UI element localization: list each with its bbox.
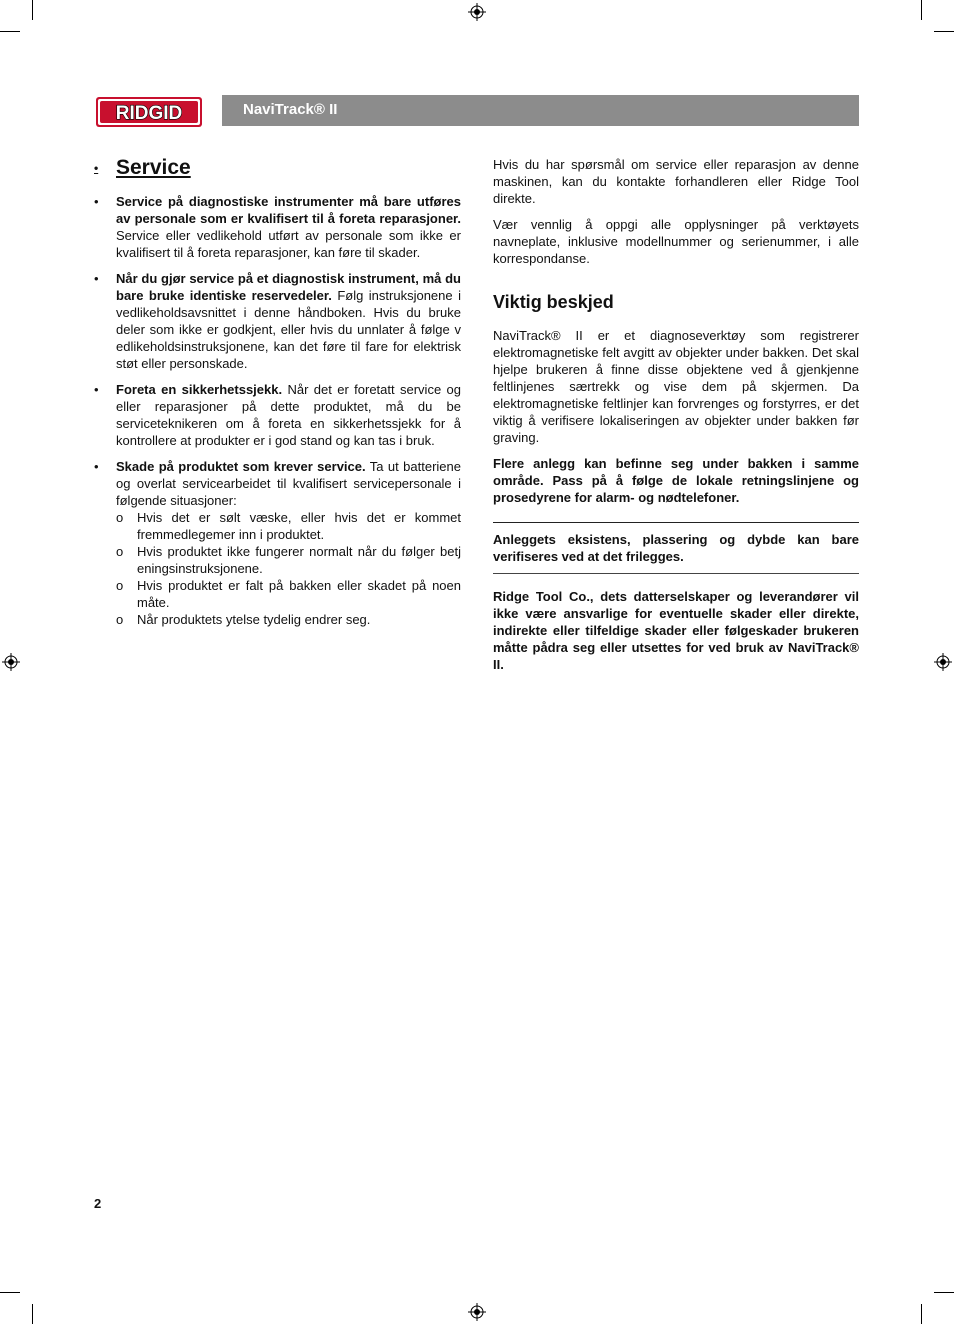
list-item: [94, 458, 461, 628]
paragraph-disclaimer: Ridge Tool Co., dets datterselskaper og leverandører vil ikke være ansvarlige for eventuelle skader eller direkte, indirekte eller tilfeldige skader eller følgeskader brukeren måtte pådra seg eller utsettes for ved bruk av NaviTrack® II.: [493, 589, 859, 672]
item-text: Når det er foretatt service og eller reparasjoner på dette produktet, må du be serviceteknikeren om å foreta en sikkerhetssjekk for å kontrollere at produkter er i god stand og kan tas i bruk.: [116, 382, 461, 448]
sub-item: [116, 543, 461, 577]
bullet: •: [94, 271, 99, 286]
bullet: •: [94, 459, 99, 474]
item-bold: Når du gjør service på et diagnostisk instrument, må du bare bruke identiske reservedeler.: [116, 271, 461, 303]
bullet: •: [94, 194, 99, 209]
crop-mark: [0, 31, 20, 32]
page-number: 2: [94, 1196, 102, 1211]
registration-mark-icon: [934, 653, 952, 671]
divider: [493, 573, 859, 574]
heading-bullet: •: [94, 161, 99, 175]
item-text: Følg instruksjonene i vedlikeholdsavsnittet i denne håndboken. Hvis du bruke deler som ikke er godkjent, eller hvis du unnlater å følge v edlikeholdsinstruksjonene, kan det føre til fare for elektrisk støt eller personskade.: [116, 288, 461, 371]
paragraph-description: NaviTrack® II er et diagnoseverktøy som registrerer elektromagnetiske felt avgitt av objekter under bakken. Det skal hjelpe brukeren å finne disse objektene ved å gjenkjenne feltlinjenes særtrekk og vise dem på skjermen. Da elektromagnetiske feltlinjer kan forvrenges og forstyrres, er det viktig å verifisere lokaliseringen av objekter under bakken før graving.: [493, 328, 859, 445]
item-bold: Foreta en sikkerhetssjekk.: [116, 382, 283, 397]
item-text: Service eller vedlikehold utført av personale som ikke er kvalifisert til å foreta reparasjoner, kan føre til skader.: [116, 228, 461, 260]
sub-marker: o: [116, 578, 124, 593]
registration-mark-icon: [2, 653, 20, 671]
sub-item-text: Hvis det er sølt væske, eller hvis det er kommet fremmedlegemer inn i produktet.: [137, 510, 461, 542]
registration-mark-icon: [468, 3, 486, 21]
registration-mark-icon: [468, 1303, 486, 1321]
sub-item: [116, 611, 461, 628]
item-text: Ta ut batteriene og overlat servicearbeidet til kvalifisert servicepersonale i følgende situasjoner:: [116, 459, 461, 508]
sub-item-text: Hvis produktet ikke fungerer normalt når du følger betj eningsinstruksjonene.: [137, 544, 461, 576]
sub-marker: o: [116, 612, 124, 627]
ridgid-logo: [96, 97, 202, 127]
crop-mark: [921, 1304, 922, 1324]
crop-mark: [921, 0, 922, 20]
paragraph-contact: Hvis du har spørsmål om service eller reparasjon av denne maskinen, kan du kontakte forhandleren eller Ridge Tool direkte.: [493, 157, 859, 206]
sub-marker: o: [116, 544, 124, 559]
list-item: [94, 381, 461, 449]
list-item: [94, 193, 461, 261]
header-bar: [222, 95, 859, 126]
crop-mark: [32, 0, 33, 20]
list-item: [94, 270, 461, 372]
sub-item-text: Når produktets ytelse tydelig endrer seg.: [137, 612, 371, 627]
section-heading-notice: Viktig beskjed: [493, 292, 614, 312]
bullet: •: [94, 382, 99, 397]
paragraph-verify: Anleggets eksistens, plassering og dybde kan bare verifiseres ved at det frilegges.: [493, 532, 859, 564]
logo-text: RIDGID: [115, 103, 183, 124]
crop-mark: [934, 31, 954, 32]
right-column: [493, 156, 859, 673]
header-title: NaviTrack® II: [243, 101, 338, 118]
left-column: [94, 155, 461, 637]
heading-text: Service: [116, 156, 191, 179]
divider: [493, 522, 859, 523]
sub-item: [116, 577, 461, 611]
section-heading-service: [94, 155, 461, 181]
crop-mark: [934, 1292, 954, 1293]
paragraph-warning: Flere anlegg kan befinne seg under bakken i samme område. Pass på å følge de lokale retningslinjene og prosedyrene for alarm- og nødtelefoner.: [493, 456, 859, 505]
paragraph-nameplate: Vær vennlig å oppgi alle opplysninger på verktøyets navneplate, inklusive modellnummer og serienummer, i alle korrespondanse.: [493, 217, 859, 266]
sub-item-text: Hvis produktet er falt på bakken eller skadet på noen måte.: [137, 578, 461, 610]
item-bold: Skade på produktet som krever service.: [116, 459, 366, 474]
crop-mark: [0, 1292, 20, 1293]
item-bold: Service på diagnostiske instrumenter må bare utføres av personale som er kvalifisert til å foreta reparasjoner.: [116, 194, 461, 226]
sub-item: [116, 509, 461, 543]
crop-mark: [32, 1304, 33, 1324]
sub-marker: o: [116, 510, 124, 525]
